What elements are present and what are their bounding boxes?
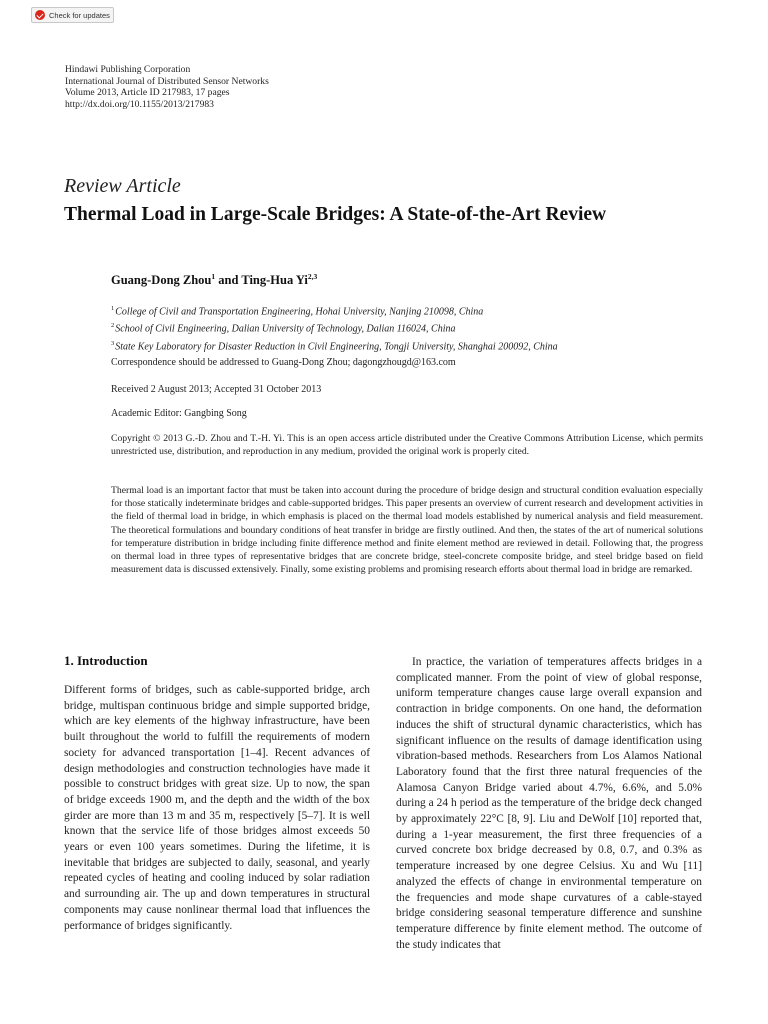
affiliation-text: State Key Laboratory for Disaster Reduction in Civil Engineering, Tongji University, Shanghai 200092, China [115,340,558,352]
received-dates: Received 2 August 2013; Accepted 31 October 2013 [111,384,322,395]
affiliations [111,302,711,354]
affiliation-number: 1 [111,305,115,312]
body-column-left [64,683,370,934]
affiliation-number: 3 [111,339,115,347]
body-column-right [396,655,702,953]
body-paragraph: Different forms of bridges, such as cable-supported bridge, arch bridge, multispan continuous bridge and simple supported bridge, which are key elements of the highway infrastructure, have been built throughout the world to fulfill the requirements of modern society for advanced transportation [1–4]. Recent advances of design methodologies and construction technologies have made it possible to construct bridges with great size. Up to now, the span of bridge exceeds 1900 m, and the depth and the width of the box girder are more than 13 m and 35 m, respectively [5–7]. It is well known that the service life of those bridges almost exceeds 50 years or even 100 years sometimes. During the lifetime, it is inevitable that bridges are subjected to daily, seasonal, and yearly repeated cycles of heating and cooling induced by solar radiation and surrounding air. The up and down temperatures in structural components may cause nonlinear thermal load that influences the performance of bridges significantly. [64,684,370,932]
check-for-updates-label: Check for updates [49,10,110,20]
affiliation-text: School of Civil Engineering, Dalian University of Technology, Dalian 116024, China [115,323,456,335]
publisher: Hindawi Publishing Corporation [65,64,191,75]
affiliation-item [111,302,711,319]
volume-info: Volume 2013, Article ID 217983, 17 pages [65,87,230,98]
author-affiliation-mark: 2,3 [307,272,318,281]
author-list [111,272,317,288]
author-conjunction: and [215,273,242,288]
author-affiliation-mark: 1 [211,272,216,281]
academic-editor: Academic Editor: Gangbing Song [111,408,247,419]
check-updates-icon [35,10,45,20]
affiliation-number: 2 [111,322,115,330]
journal-name: International Journal of Distributed Sensor Networks [65,75,269,87]
article-kind: Review Article [64,175,181,197]
affiliation-item [111,337,711,354]
copyright-notice: Copyright © 2013 G.-D. Zhou and T.-H. Yi. This is an open access article distributed under the Creative Commons Attribution License, which permits unrestricted use, distribution, and reproduction in any medium, provided the original work is properly cited. [111,433,703,458]
body-paragraph: In practice, the variation of temperatures affects bridges in a complicated manner. From the point of view of global response, uniform temperature changes cause large overall expansion and contraction in bridge components. On one hand, the deformation induces the shift of structural dynamic characteristics, which has significant influence on the results of damage identification using vibration-based methods. Researchers from Los Alamos National Laboratory found that the first three natural frequencies of the Alamosa Canyon Bridge varied about 4.7%, 6.6%, and 5.0% during a 24 h period as the temperature of the bridge deck changed by approximately 22°C [8, 9]. Liu and DeWolf [10] reported that, during a 1-year measurement, the first three frequencies of a curved concrete box bridge decreased by 0.8, 0.7, and 0.3% as temperature increased by one degree Celsius. Xu and Wu [11] analyzed the effects of change in environmental temperature on the frequencies and mode shape curvatures of a cable-stayed bridge considering seasonal temperature difference and sunshine temperature difference by finite element method. The outcome of the study indicates that [396,656,702,951]
author-name: Ting-Hua Yi [241,273,308,288]
article-title: Thermal Load in Large-Scale Bridges: A State-of-the-Art Review [64,204,607,225]
doi-link[interactable]: http://dx.doi.org/10.1155/2013/217983 [65,98,214,110]
affiliation-item [111,319,711,336]
abstract-text: Thermal load is an important factor that must be taken into account during the procedure of bridge design and structural condition evaluation especially for those statically indeterminate bridges and cable-supported bridges. This paper presents an overview of current research and development activities in the field of thermal load in bridge, in which emphasis is placed on the thermal load models established by numerical analysis and field measurement. The theoretical formulations and boundary conditions of heat transfer in bridge are firstly outlined. And then, the states of the art of numerical solutions for temperature distribution in bridge including finite difference method and finite element method are reviewed in detail. Following that, the progress on thermal load in three types of representative bridges that are concrete bridge, steel-concrete composite bridge, and steel bridge based on field measurement data is discussed extensively. Finally, some existing problems and promising research efforts about thermal load in bridge are remarked. [111,485,703,576]
affiliation-text: College of Civil and Transportation Engineering, Hohai University, Nanjing 210098, China [115,306,484,318]
author-name: Guang-Dong Zhou [111,273,212,288]
correspondence-line: Correspondence should be addressed to Guang-Dong Zhou; dagongzhougd@163.com [111,357,456,368]
check-for-updates-button[interactable] [31,7,114,23]
section-heading: 1. Introduction [64,653,148,668]
journal-header [65,64,465,110]
